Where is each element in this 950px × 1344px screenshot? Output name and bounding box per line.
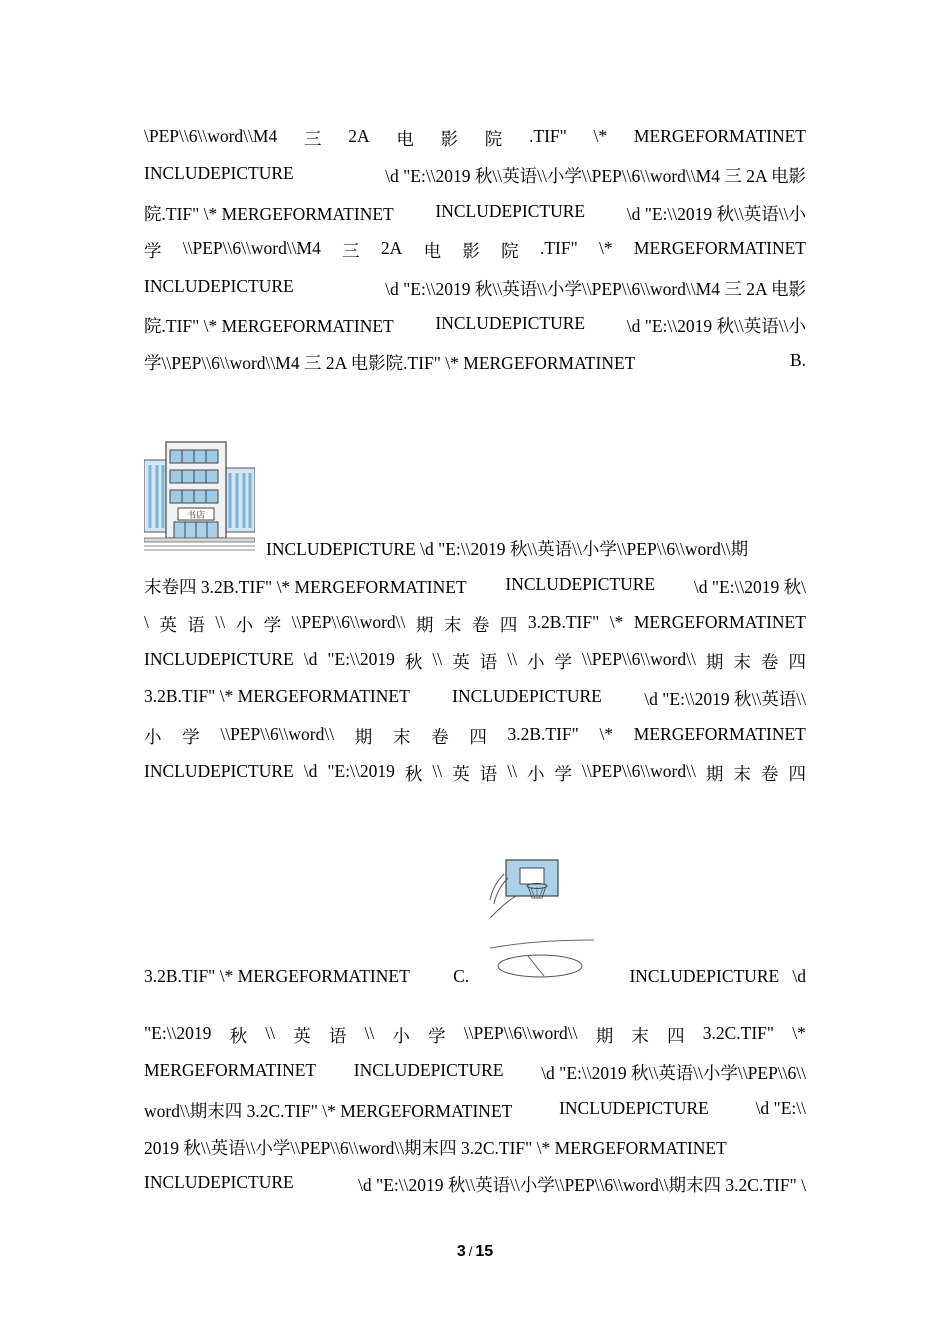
paragraph-bookstore-first-line: INCLUDEPICTURE \d "E:\\2019 秋\\英语\\小学\\PEP\\6\\word\\期	[266, 539, 749, 559]
text-token: 院.TIF" \* MERGEFORMATINET	[144, 204, 394, 224]
text-token: 四	[788, 652, 806, 672]
text-token: 秋	[404, 764, 423, 784]
text-token: MERGEFORMATINET	[633, 126, 806, 146]
text-token: \\	[432, 649, 443, 669]
text-line	[144, 612, 806, 637]
text-token: 末	[733, 652, 751, 672]
text-token: .TIF"	[539, 238, 578, 258]
text-token: B.	[789, 350, 806, 370]
text-token: \\PEP\\6\\word\\M4	[182, 238, 321, 258]
text-token: INCLUDEPICTURE	[505, 574, 656, 594]
text-line	[144, 686, 806, 711]
text-line	[144, 163, 806, 188]
text-token: 3.2B.TIF"	[527, 612, 600, 632]
text-token: 末	[443, 615, 462, 635]
text-token: \\PEP\\6\\word\\	[582, 649, 696, 669]
text-token: 学	[263, 615, 282, 635]
text-line	[144, 276, 806, 301]
text-token: 期	[705, 764, 724, 784]
text-token: INCLUDEPICTURE	[144, 1172, 294, 1192]
text-token: 期	[595, 1026, 614, 1046]
text-token: 3.2B.TIF" \* MERGEFORMATINET	[144, 686, 410, 706]
text-token: MERGEFORMATINET	[633, 724, 806, 744]
text-token: \d "E:\\2019 秋\\英语\\小学\\PEP\\6\\word\\M4 三 2A 电影	[385, 166, 806, 186]
text-token: 学	[428, 1026, 446, 1046]
text-token: 英	[293, 1026, 311, 1046]
text-token: \*	[609, 612, 624, 632]
text-token: \\	[507, 649, 517, 669]
current-page: 3	[456, 1243, 466, 1260]
text-token: 学	[182, 727, 200, 747]
text-token: "E:\\2019	[327, 761, 395, 781]
text-token: 四	[788, 764, 806, 784]
text-token: 影	[462, 241, 480, 261]
text-token: 三	[342, 241, 360, 261]
text-token: 语	[479, 652, 498, 672]
text-token: \PEP\\6\\word\\M4	[144, 126, 278, 146]
text-token: MERGEFORMATINET	[633, 238, 806, 258]
text-line	[144, 126, 806, 151]
text-token: \\PEP\\6\\word\\	[582, 761, 696, 781]
text-token: 卷	[760, 764, 779, 784]
text-token: \\	[432, 761, 443, 781]
text-token: "E:\\2019	[327, 649, 395, 669]
text-token: 英	[452, 652, 470, 672]
text-token: \d	[303, 649, 318, 669]
text-token: \d "E:\\2019 秋\\英语\\小	[626, 204, 806, 224]
text-line	[144, 761, 806, 786]
bookstore-building-icon	[144, 440, 255, 552]
text-token: 末	[631, 1026, 649, 1046]
text-token: 三	[303, 129, 322, 149]
text-token: 学\\PEP\\6\\word\\M4 三 2A 电影院.TIF" \* MERGEFORMATINET	[144, 353, 636, 373]
text-token: 秋	[229, 1026, 248, 1046]
text-token: 卷	[471, 615, 490, 635]
text-token: 学	[554, 764, 573, 784]
text-token: \\	[265, 1023, 275, 1043]
text-line	[144, 1023, 806, 1048]
text-line	[144, 724, 806, 749]
text-token: 3.2B.TIF"	[507, 724, 579, 744]
text-token: "E:\\2019	[144, 1023, 212, 1043]
text-token: MERGEFORMATINET	[633, 612, 806, 632]
text-token: 英	[452, 764, 470, 784]
text-token: word\\期末四 3.2C.TIF" \* MERGEFORMATINET	[144, 1101, 513, 1121]
total-pages: 15	[475, 1243, 494, 1260]
text-line	[144, 350, 806, 375]
text-token: INCLUDEPICTURE	[144, 276, 294, 296]
text-token: 末	[733, 764, 751, 784]
text-token: 末	[392, 727, 411, 747]
text-token: INCLUDEPICTURE	[144, 163, 294, 183]
text-line	[144, 1060, 806, 1085]
text-token: .TIF"	[529, 126, 567, 146]
text-line	[144, 238, 806, 263]
text-token: 期	[354, 727, 373, 747]
text-token: 2A	[348, 126, 370, 146]
text-line	[144, 313, 806, 338]
text-token: INCLUDEPICTURE	[353, 1060, 504, 1080]
text-token: \\	[215, 612, 226, 632]
text-line	[144, 574, 806, 599]
text-token: 语	[328, 1026, 347, 1046]
text-token: INCLUDEPICTURE	[144, 649, 294, 669]
text-token: 期	[415, 615, 434, 635]
text-token: \\	[364, 1023, 375, 1043]
text-token: 小	[526, 764, 545, 784]
text-token: \\PEP\\6\\word\\	[463, 1023, 578, 1043]
text-token: 学	[554, 652, 573, 672]
text-line	[144, 649, 806, 674]
text-token: 卷	[760, 652, 779, 672]
text-token: INCLUDEPICTURE	[144, 761, 294, 781]
text-token: \d "E:\\2019 秋\\英语\\	[644, 689, 806, 709]
text-token: 末卷四 3.2B.TIF" \* MERGEFORMATINET	[144, 577, 467, 597]
text-token: 院	[501, 241, 519, 261]
paragraph-basketball-first-line: 3.2B.TIF" \* MERGEFORMATINET C. INCLUDEPICTURE \d	[144, 966, 806, 986]
text-token: 3.2C.TIF"	[702, 1023, 775, 1043]
text-token: \d "E:\\2019 秋\\英语\\小学\\PEP\\6\\word\\M4 三 2A 电影	[385, 279, 806, 299]
text-token: 英	[159, 615, 177, 635]
text-token: 院	[484, 129, 503, 149]
text-token: INCLUDEPICTURE	[559, 1098, 709, 1118]
text-token: 2019 秋\\英语\\小学\\PEP\\6\\word\\期末四 3.2C.TIF" \* MERGEFORMATINET	[144, 1138, 727, 1158]
text-token: 语	[479, 764, 498, 784]
text-token: \\PEP\\6\\word\\	[220, 724, 335, 744]
text-token: \	[144, 612, 149, 632]
text-token: INCLUDEPICTURE	[452, 686, 602, 706]
text-token: 2A	[380, 238, 403, 258]
text-token: 期	[705, 652, 724, 672]
text-token: 院.TIF" \* MERGEFORMATINET	[144, 316, 394, 336]
text-token: 四	[667, 1026, 685, 1046]
text-token: \d "E:\\2019 秋\\英语\\小学\\PEP\\6\\	[541, 1063, 806, 1083]
text-token: \d	[303, 761, 318, 781]
text-line	[144, 1135, 806, 1160]
text-token: \\PEP\\6\\word\\	[291, 612, 406, 632]
text-token: 小	[235, 615, 254, 635]
text-token: 影	[440, 129, 459, 149]
text-token: \*	[599, 238, 613, 258]
bookstore-sign-text: 书店	[186, 511, 206, 521]
text-token: \*	[599, 724, 614, 744]
text-token: 小	[526, 652, 545, 672]
text-token: \*	[792, 1023, 806, 1043]
text-token: MERGEFORMATINET	[144, 1060, 317, 1080]
text-token: \d "E:\\2019 秋\\英语\\小	[626, 316, 806, 336]
text-token: 电	[396, 129, 414, 149]
text-token: 语	[187, 615, 205, 635]
text-token: 秋	[404, 652, 423, 672]
text-line	[144, 201, 806, 226]
text-token: 学	[144, 241, 162, 261]
text-token: \d "E:\\2019 秋\	[693, 577, 806, 597]
text-token: INCLUDEPICTURE	[435, 313, 586, 333]
text-line	[144, 1172, 806, 1197]
text-token: \d "E:\\	[755, 1098, 806, 1118]
text-token: \\	[507, 761, 517, 781]
text-token: \d "E:\\2019 秋\\英语\\小学\\PEP\\6\\word\\期末四 3.2C.TIF" \	[358, 1175, 806, 1195]
text-token: 小	[144, 727, 162, 747]
page-number: 3 / 15	[456, 1243, 494, 1260]
text-token: 四	[499, 615, 518, 635]
text-token: 小	[392, 1026, 410, 1046]
text-token: 四	[469, 727, 487, 747]
text-token: 卷	[431, 727, 449, 747]
text-token: \*	[593, 126, 608, 146]
text-line	[144, 1098, 806, 1123]
text-token: 电	[423, 241, 442, 261]
text-token: INCLUDEPICTURE	[435, 201, 586, 221]
